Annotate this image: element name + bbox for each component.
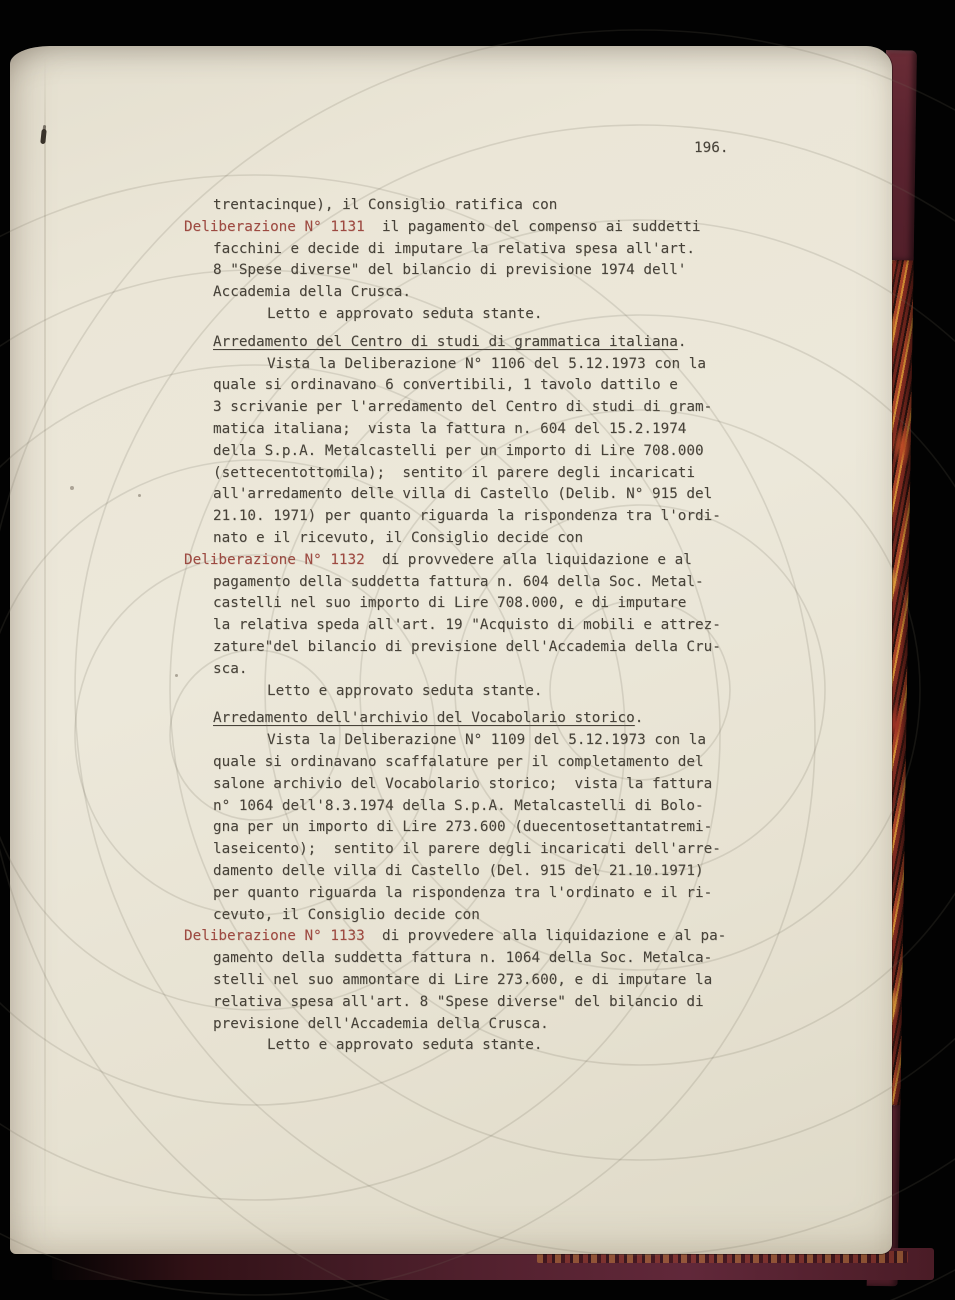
text-line: 21.10. 1971) per quanto riguarda la rispondenza tra l'ordi- bbox=[213, 508, 721, 525]
text-line: Deliberazione N° 1131 il pagamento del compenso ai suddetti bbox=[184, 218, 701, 235]
text-line: Letto e approvato seduta stante. bbox=[267, 682, 543, 699]
text-line: 8 "Spese diverse" del bilancio di previsione 1974 dell' bbox=[213, 262, 687, 279]
text-line: 3 scrivanie per l'arredamento del Centro di studi di gram- bbox=[213, 399, 713, 416]
text-line: trentacinque), il Consiglio ratifica con bbox=[213, 197, 558, 213]
text-line: all'arredamento delle villa di Castello (Delib. N° 915 del bbox=[213, 486, 713, 503]
text-line: gna per un importo di Lire 273.600 (duecentosettantatremi- bbox=[213, 819, 713, 836]
text-line: la relativa speda all'art. 19 "Acquisto di mobili e attrez- bbox=[213, 617, 721, 634]
text-line: Deliberazione N° 1133 di provvedere alla liquidazione e al pa- bbox=[184, 928, 727, 945]
text-line: relativa spesa all'art. 8 "Spese diverse" del bilancio di bbox=[213, 993, 704, 1010]
text-line: della S.p.A. Metalcastelli per un importo di Lire 708.000 bbox=[213, 442, 704, 459]
text-line: Deliberazione N° 1132 di provvedere alla liquidazione e al bbox=[184, 551, 692, 568]
text-line: previsione dell'Accademia della Crusca. bbox=[213, 1015, 549, 1032]
text-line: Letto e approvato seduta stante. bbox=[267, 1037, 543, 1054]
text-line: pagamento della suddetta fattura n. 604 della Soc. Metal- bbox=[213, 573, 704, 590]
text-line: quale si ordinavano scaffalature per il completamento del bbox=[213, 754, 704, 770]
text-line: per quanto riguarda la rispondenza tra l'ordinato e il ri- bbox=[213, 884, 713, 901]
text-line: damento delle villa di Castello (Del. 915 del 21.10.1971) bbox=[213, 863, 704, 879]
text-line: (settecentottomila); sentito il parere degli incaricati bbox=[213, 464, 696, 481]
text-line: n° 1064 dell'8.3.1974 della S.p.A. Metalcastelli di Bolo- bbox=[213, 797, 704, 814]
text-line: laseicento); sentito il parere degli incaricati dell'arre- bbox=[213, 841, 721, 858]
page-number: 196. bbox=[694, 140, 729, 156]
text-line: sca. bbox=[213, 660, 248, 677]
section-heading: Arredamento dell'archivio del Vocabolario storico. bbox=[213, 710, 644, 727]
text-line: castelli nel suo importo di Lire 708.000, e di imputare bbox=[213, 595, 687, 612]
text-line: salone archivio del Vocabolario storico; vista la fattura bbox=[213, 775, 713, 792]
deliberazione-number: Deliberazione N° 1133 bbox=[184, 928, 365, 945]
text-line: Vista la Deliberazione N° 1106 del 5.12.1973 con la bbox=[267, 355, 706, 372]
text-line: quale si ordinavano 6 convertibili, 1 tavolo dattilo e bbox=[213, 377, 678, 394]
section-heading: Arredamento del Centro di studi di grammatica italiana. bbox=[213, 333, 687, 350]
deliberazione-number: Deliberazione N° 1131 bbox=[184, 218, 365, 235]
text-line: nato e il ricevuto, il Consiglio decide con bbox=[213, 530, 584, 546]
text-line: Letto e approvato seduta stante. bbox=[267, 306, 543, 322]
text-line: matica italiana; vista la fattura n. 604 del 15.2.1974 bbox=[213, 421, 687, 437]
text-line: facchini e decide di imputare la relativa spesa all'art. bbox=[213, 240, 696, 257]
text-line: Vista la Deliberazione N° 1109 del 5.12.1973 con la bbox=[267, 732, 706, 749]
text-line: Accademia della Crusca. bbox=[213, 284, 411, 301]
text-line: stelli nel suo ammontare di Lire 273.600, e di imputare la bbox=[213, 972, 713, 988]
text-line: cevuto, il Consiglio decide con bbox=[213, 906, 480, 923]
text-line: zature"del bilancio di previsione dell'Accademia della Cru- bbox=[213, 639, 721, 655]
deliberazione-number: Deliberazione N° 1132 bbox=[184, 551, 365, 568]
text-line: gamento della suddetta fattura n. 1064 della Soc. Metalca- bbox=[213, 950, 713, 967]
